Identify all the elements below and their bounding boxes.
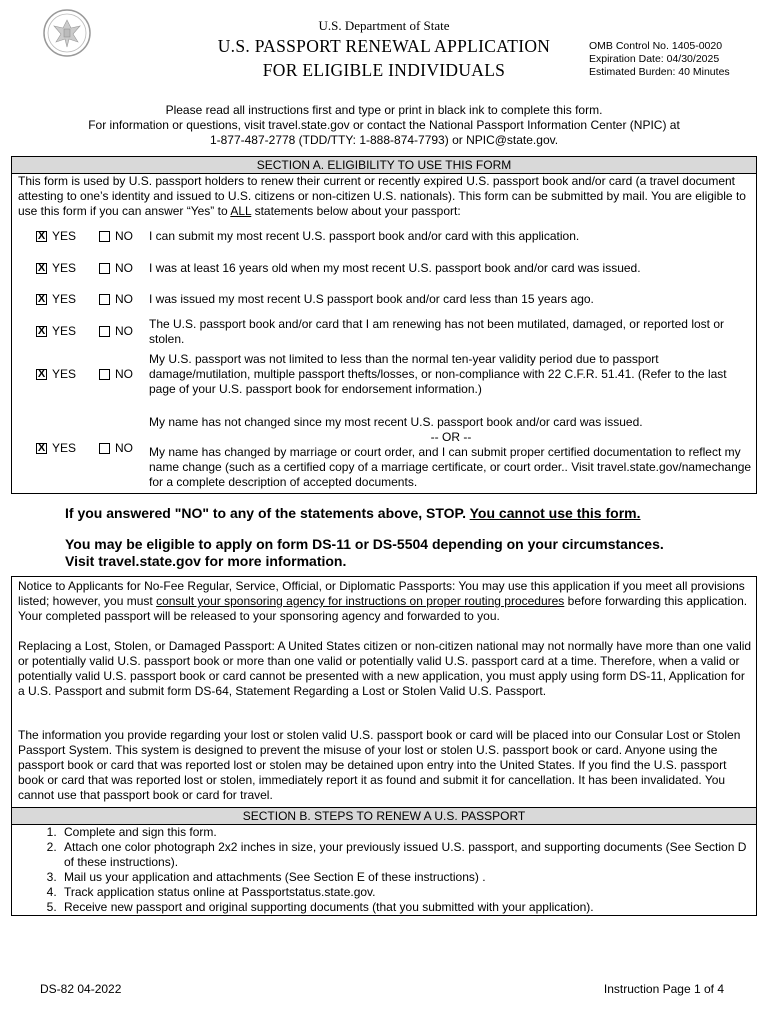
no-checkbox-5[interactable] (99, 369, 110, 380)
question-text-4: The U.S. passport book and/or card that I am renewing has not been mutilated, damaged, or reported lost or stolen. (149, 317, 724, 346)
no-fee-passport-notice (18, 579, 753, 624)
no-checkbox-4[interactable] (99, 326, 110, 337)
yes-label: YES (52, 229, 77, 243)
steps-list (12, 825, 750, 915)
consular-lost-stolen-notice: The information you provide regarding your lost or stolen valid U.S. passport book or card will be placed into our Consular Lost or Stolen Passport System. This system is designed to prevent the misuse of your lost or stolen U.S. passport book or card. Anyone using the passport book or card that was reported lost or stolen may be detained upon entry into the United States. If you find the U.S. passport book or card that was reported lost or stolen, immediately report it as found and submit it for cancellation. It has been invalidated. You cannot use that passport book or card for travel. (18, 728, 741, 802)
yes-label: YES (52, 324, 77, 338)
section-a-eligibility (11, 156, 757, 494)
yes-checkbox-3[interactable]: X (37, 293, 46, 305)
cannot-use-form-text: You cannot use this form. (469, 505, 641, 521)
question-text-6 (149, 415, 753, 490)
no-label: NO (115, 441, 133, 455)
no-label: NO (115, 367, 133, 381)
omb-control-number: OMB Control No. 1405-0020 (589, 40, 723, 52)
section-a-description-emphasis: ALL (230, 204, 252, 218)
no-checkbox-2[interactable] (99, 263, 110, 274)
more-info-line: Visit travel.state.gov for more information. (65, 553, 347, 569)
question-text-5: My U.S. passport was not limited to less than the normal ten-year validity period due to passport damage/mutilation, multiple passport thefts/losses, or non-compliance with 22 C.F.R. 51.41. (Refer to the last page of your U.S. passport book for endorsement information.) (149, 352, 727, 396)
alternate-forms-line: You may be eligible to apply on form DS-11 or DS-5504 depending on your circumstances. (65, 536, 664, 552)
yes-checkbox-5[interactable]: X (37, 368, 46, 380)
omb-estimated-burden: Estimated Burden: 40 Minutes (589, 66, 730, 78)
yes-label: YES (52, 441, 77, 455)
omb-expiration-date: Expiration Date: 04/30/2025 (589, 53, 720, 65)
sponsoring-agency-instructions: consult your sponsoring agency for instructions on proper routing procedures (156, 594, 565, 608)
stop-warning-text: If you answered "NO" to any of the statements above, STOP. (65, 505, 470, 521)
section-a-description-end: statements below about your passport: (251, 204, 461, 218)
yes-checkbox-6[interactable]: X (37, 442, 46, 454)
question-text-2: I was at least 16 years old when my most recent U.S. passport book and/or card was issued. (149, 261, 641, 275)
section-b-steps (11, 807, 757, 916)
step-item: 5. Receive new passport and original supporting documents (that you submitted with your application). (60, 900, 750, 915)
intro-instructions (20, 103, 748, 148)
no-label: NO (115, 261, 133, 275)
no-checkbox-3[interactable] (99, 294, 110, 305)
step-item: 1. Complete and sign this form. (60, 825, 750, 840)
form-id: DS-82 04-2022 (40, 982, 122, 996)
question-text-3: I was issued my most recent U.S passport book and/or card less than 15 years ago. (149, 292, 594, 306)
step-item: 3. Mail us your application and attachments (See Section E of these instructions) . (60, 870, 750, 885)
alternate-forms-notice (65, 536, 664, 570)
section-a-description (18, 174, 753, 219)
intro-line-1: Please read all instructions first and type or print in black ink to complete this form. (165, 103, 603, 117)
question-text-1: I can submit my most recent U.S. passport book and/or card with this application. (149, 229, 580, 243)
department-name: U.S. Department of State (318, 18, 450, 33)
lost-stolen-passport-notice: Replacing a Lost, Stolen, or Damaged Passport: A United States citizen or non-citizen national may not normally have more than one valid or potentially valid U.S. passport book or more than one valid or potentially valid U.S. passport card at a time. Therefore, when a valid or potentially valid U.S. passport book or card cannot be presented with a new application, you must apply using form DS-11, Application for a U.S. Passport and submit form DS-64, Statement Regarding a Lost or Stolen Valid U.S. Passport. (18, 639, 752, 698)
yes-checkbox-1[interactable]: X (37, 230, 46, 242)
yes-checkbox-4[interactable]: X (37, 325, 46, 337)
yes-label: YES (52, 292, 77, 306)
no-label: NO (115, 229, 133, 243)
yes-label: YES (52, 261, 77, 275)
section-a-header: SECTION A. ELIGIBILITY TO USE THIS FORM (12, 157, 756, 174)
step-item: 2. Attach one color photograph 2x2 inches in size, your previously issued U.S. passport, and supporting documents (See Section D of these instructions). (60, 840, 750, 870)
page-number: Instruction Page 1 of 4 (603, 982, 724, 996)
section-b-header: SECTION B. STEPS TO RENEW A U.S. PASSPORT (12, 808, 756, 825)
question-text-6a: My name has not changed since my most recent U.S. passport book and/or card was issued. (149, 415, 643, 429)
no-label: NO (115, 324, 133, 338)
no-label: NO (115, 292, 133, 306)
step-item: 4. Track application status online at Passportstatus.state.gov. (60, 885, 750, 900)
no-checkbox-6[interactable] (99, 443, 110, 454)
question-or-separator: -- OR -- (430, 430, 472, 444)
notice-p1-end: before forwarding this application. Your completed passport will be released to your sponsoring agency and forwarded to you. (18, 594, 748, 623)
notice-p1-text: Notice to Applicants for No-Fee Regular, Service, Official, or Diplomatic Passports: You may use this application if you meet all provisions listed; however, you must (18, 579, 745, 608)
question-text-6b: My name has changed by marriage or court order, and I can submit proper certified documentation to reflect my name change (such as a certified copy of a marriage certificate, or court order.. Visit travel.state.gov/namechange for a complete description of accepted documents. (149, 445, 752, 489)
intro-line-3: 1-877-487-2778 (TDD/TTY: 1-888-874-7793) or NPIC@state.gov. (209, 133, 559, 147)
yes-label: YES (52, 367, 77, 381)
yes-checkbox-2[interactable]: X (37, 262, 46, 274)
form-title-line-2: FOR ELIGIBLE INDIVIDUALS (262, 60, 506, 80)
stop-warning (65, 505, 640, 521)
form-title-line-1: U.S. PASSPORT RENEWAL APPLICATION (217, 36, 551, 56)
omb-info (589, 40, 730, 79)
intro-line-2: For information or questions, visit travel.state.gov or contact the National Passport Information Center (NPIC) at (88, 118, 680, 132)
notice-box (11, 576, 757, 808)
no-checkbox-1[interactable] (99, 231, 110, 242)
section-a-description-text: This form is used by U.S. passport holders to renew their current or recently expired U.S. passport book and/or card (a travel document attesting to one’s identity and issued to U.S. citizens or non-citizen U.S. nationals). This form can be submitted by mail. You are eligible to use this form if you can answer “Yes” to (18, 174, 746, 218)
